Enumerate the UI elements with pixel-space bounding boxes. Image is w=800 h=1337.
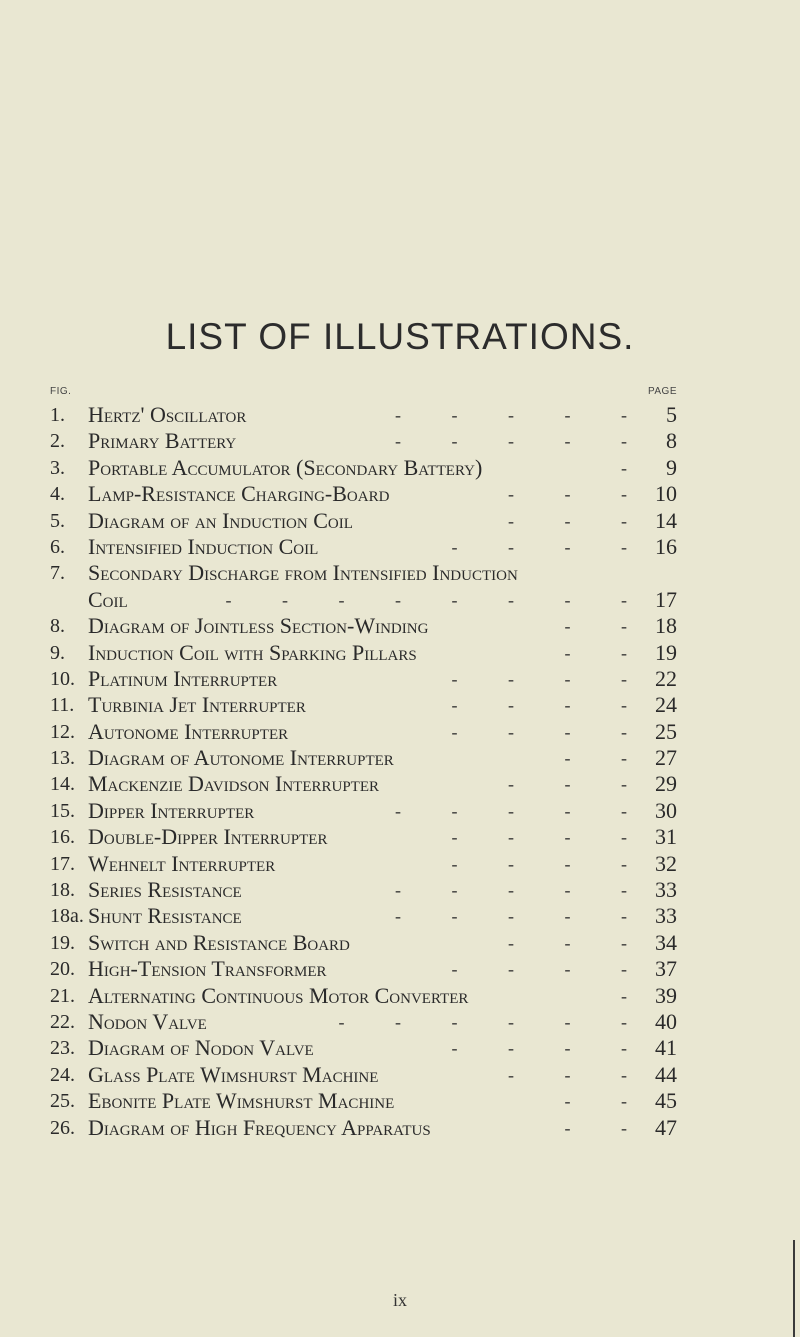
leader-dashes: - [621,457,650,478]
figure-number: 22. [50,1010,75,1033]
page-number: 27 [655,745,677,771]
figure-title: Hertz' Oscillator [88,402,247,427]
page-number: 10 [655,481,677,507]
figure-title: Turbinia Jet Interrupter [88,692,306,718]
page-number: 24 [655,692,677,718]
leader-dashes: - - - - [451,959,650,980]
leader-dashes: - - - - - - [338,1011,650,1032]
list-item [0,851,800,877]
figure-number: 14. [50,773,75,796]
figure-title: Diagram of Autonome Interrupter [88,745,394,771]
page-number: 8 [666,428,677,454]
figure-number: 26. [50,1116,75,1139]
page-number: 9 [666,454,677,480]
page-number: 44 [655,1061,677,1087]
figure-number: 7. [50,562,65,585]
leader-dashes: - - [564,642,650,663]
page-number: 45 [655,1088,677,1114]
leader-dashes: - - - [508,1064,650,1085]
figure-number: 15. [50,799,75,822]
figure-number: 5. [50,509,65,532]
leader-dashes: - - - - [451,668,650,689]
figure-title: Ebonite Plate Wimshurst Machine [88,1088,395,1114]
list-item [0,983,800,1009]
page-number: 32 [655,850,677,876]
page-number: 40 [655,1008,677,1034]
figure-number: 4. [50,483,65,506]
figure-title: Platinum Interrupter [88,665,278,691]
figure-number: 12. [50,720,75,743]
list-item [0,666,800,692]
page-number: 31 [655,824,677,850]
figure-title: Diagram of Nodon Valve [88,1035,314,1061]
page-number: 41 [655,1035,677,1061]
figure-title: Series Resistance [88,877,242,903]
figure-title: Alternating Continuous Motor Converter [88,982,469,1008]
figure-number: 21. [50,984,75,1007]
illustrations-list [0,402,800,1141]
list-item [0,428,800,454]
page-number: 14 [655,507,677,533]
figure-number: 13. [50,747,75,770]
leader-dashes: - - - - - [395,880,650,901]
page-number: 39 [655,982,677,1008]
list-item [0,1009,800,1035]
list-item [0,719,800,745]
leader-dashes: - - [564,1091,650,1112]
list-item [0,560,800,586]
list-item [0,824,800,850]
figure-number: 17. [50,852,75,875]
leader-dashes: - - - [508,484,650,505]
leader-dashes: - - - - [451,536,650,557]
list-item [0,1035,800,1061]
figure-number: 3. [50,456,65,479]
page-number: 30 [655,797,677,823]
page-title: LIST OF ILLUSTRATIONS. [165,316,635,357]
leader-dashes: - - - - [451,827,650,848]
list-item [0,956,800,982]
page-edge-line [793,1240,795,1337]
figure-number: 18. [50,879,75,902]
figure-title: Mackenzie Davidson Interrupter [88,771,379,797]
figure-number: 23. [50,1037,75,1060]
page-number: 33 [655,877,677,903]
leader-dashes: - - - - [451,1038,650,1059]
leader-dashes: - - - - [451,695,650,716]
list-item [0,587,800,613]
leader-dashes: - - - - - [395,431,650,452]
figure-title: Wehnelt Interrupter [88,850,276,876]
figure-number: 2. [50,430,65,453]
list-item [0,692,800,718]
leader-dashes: - - - [508,510,650,531]
list-item [0,903,800,929]
page-folio: ix [392,1290,407,1310]
figure-title: Secondary Discharge from Intensified Induction [88,560,518,586]
leader-dashes: - - [564,748,650,769]
figure-title: Shunt Resistance [88,903,242,929]
leader-dashes: - - [564,616,650,637]
leader-dashes: - - - - - [395,906,650,927]
page-number: 17 [655,586,677,612]
list-item [0,798,800,824]
page-number: 29 [655,771,677,797]
figure-title: Glass Plate Wimshurst Machine [88,1061,379,1087]
list-item [0,613,800,639]
figure-number: 6. [50,535,65,558]
page-number: 19 [655,639,677,665]
list-item [0,1115,800,1141]
figure-title: Diagram of Jointless Section-Winding [88,613,429,639]
list-item [0,930,800,956]
page-column-heading: PAGE [647,386,677,397]
figure-title: Dipper Interrupter [88,797,255,823]
page-number: 16 [655,533,677,559]
figure-number: 18a. [50,905,84,928]
list-item [0,1062,800,1088]
figure-title: Coil [88,586,128,612]
page-number: 34 [655,929,677,955]
leader-dashes: - - [564,1117,650,1138]
leader-dashes: - - - - - - - - [225,589,650,610]
list-item [0,771,800,797]
leader-dashes: - - - - [451,721,650,742]
figure-number: 1. [50,404,65,426]
figure-title: Nodon Valve [88,1008,207,1034]
leader-dashes: - [621,985,650,1006]
figure-number: 19. [50,931,75,954]
page-number: 25 [655,718,677,744]
figure-number: 16. [50,826,75,849]
leader-dashes: - - - - - [395,405,650,425]
list-item [0,455,800,481]
page-number: 47 [655,1114,677,1140]
figure-number: 25. [50,1090,75,1113]
figure-title: Portable Accumulator (Secondary Battery) [88,454,483,480]
figure-number: 8. [50,615,65,638]
page-number: 37 [655,956,677,982]
list-item [0,481,800,507]
list-item [0,508,800,534]
leader-dashes: - - - [508,932,650,953]
figure-number: 10. [50,667,75,690]
list-item [0,877,800,903]
figure-title: High-Tension Transformer [88,956,327,982]
leader-dashes: - - - [508,774,650,795]
list-item [0,534,800,560]
figure-title: Switch and Resistance Board [88,929,350,955]
figure-title: Autonome Interrupter [88,718,289,744]
page-number: 5 [666,402,677,427]
list-item [0,745,800,771]
figure-title: Diagram of an Induction Coil [88,507,353,533]
list-item [0,640,800,666]
list-item [0,402,800,428]
page-number: 18 [655,613,677,639]
figure-title: Primary Battery [88,428,237,454]
page-number: 33 [655,903,677,929]
figure-number: 24. [50,1063,75,1086]
figure-title: Induction Coil with Sparking Pillars [88,639,417,665]
leader-dashes: - - - - [451,853,650,874]
figure-title: Intensified Induction Coil [88,533,319,559]
leader-dashes: - - - - - [395,800,650,821]
fig-column-heading: FIG. [50,386,72,397]
figure-title: Double-Dipper Interrupter [88,824,328,850]
figure-number: 11. [50,694,75,717]
figure-number: 9. [50,641,65,664]
figure-number: 20. [50,958,75,981]
figure-title: Lamp-Resistance Charging-Board [88,481,390,507]
figure-title: Diagram of High Frequency Apparatus [88,1114,431,1140]
list-item [0,1088,800,1114]
page-number: 22 [655,665,677,691]
